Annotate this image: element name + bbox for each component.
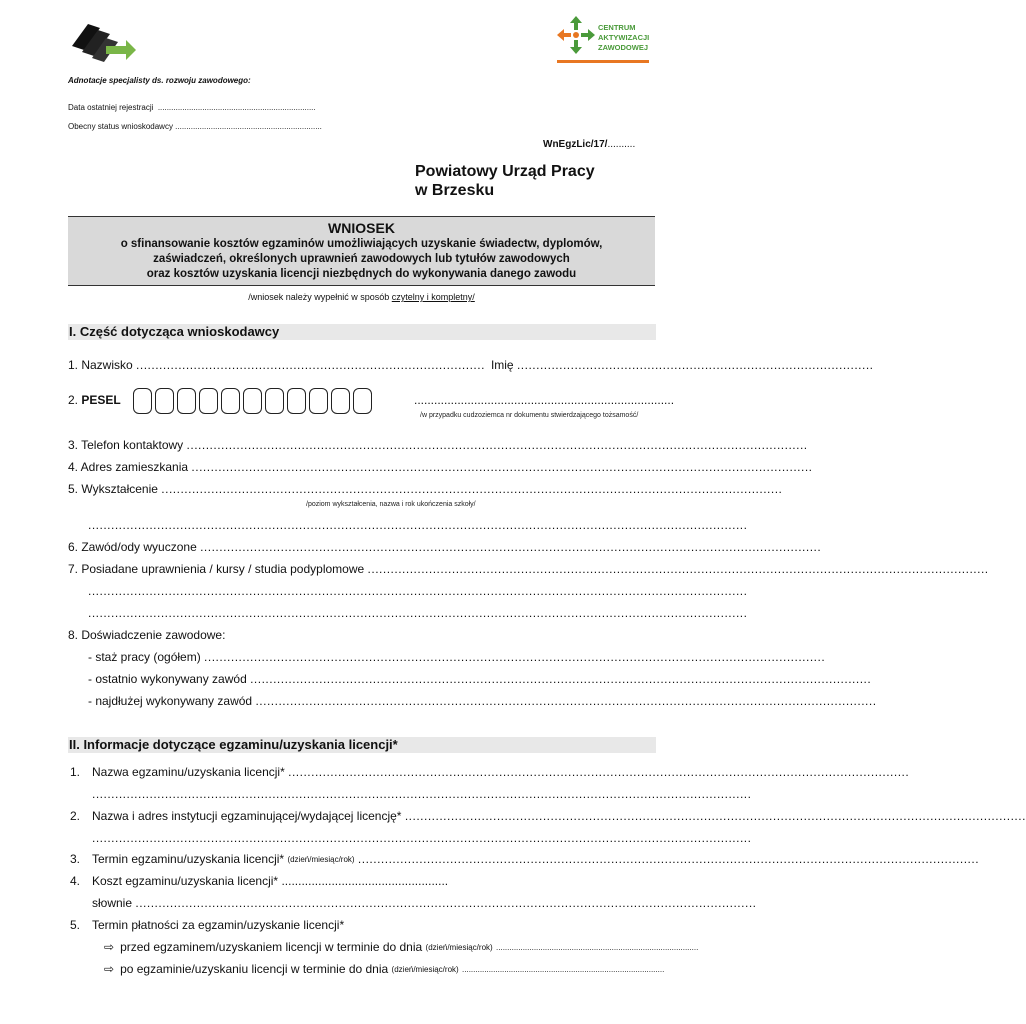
- payment-before-label: przed egzaminem/uzyskaniem licencji w terminie do dnia: [120, 940, 423, 954]
- item-number: 1.: [70, 765, 81, 779]
- qualifications-input[interactable]: ..................................................................................................................................................................: [367, 562, 989, 576]
- cau-name-line: ZAWODOWEJ: [598, 43, 648, 52]
- pesel-box[interactable]: [221, 388, 240, 414]
- payment-after-row[interactable]: [104, 962, 665, 978]
- item-number: 4.: [70, 874, 81, 888]
- id-document-input[interactable]: ..............................................................................: [414, 393, 675, 407]
- address-row[interactable]: [68, 460, 813, 474]
- exam-name-input[interactable]: ..................................................................................................................................................................: [288, 765, 910, 779]
- pesel-box[interactable]: [309, 388, 328, 414]
- pesel-label: [68, 393, 121, 407]
- exp-total-label: - staż pracy (ogółem): [88, 650, 201, 664]
- annotation-title: Adnotacje specjalisty ds. rozwoju zawodowego:: [68, 76, 251, 85]
- cau-name-line: CENTRUM: [598, 23, 636, 32]
- exp-total-row[interactable]: [88, 650, 826, 664]
- exam-name-input-line2[interactable]: ............................................................................................................................................................................: [92, 787, 752, 801]
- exam-cost-input[interactable]: ..................................................: [281, 874, 449, 888]
- institution-label: Nazwa i adres instytucji egzaminującej/wydającej licencję*: [92, 809, 402, 823]
- payment-after-hint: (dzień/miesiąc/rok): [391, 965, 459, 974]
- title-block: [68, 216, 655, 286]
- education-note: /poziom wykształcenia, nazwa i rok ukończenia szkoły/: [306, 501, 476, 508]
- institution-input-line2[interactable]: ............................................................................................................................................................................: [92, 831, 752, 845]
- qualifications-input-line2[interactable]: ............................................................................................................................................................................: [88, 584, 748, 598]
- address-input[interactable]: ..................................................................................................................................................................: [191, 460, 813, 474]
- item-number: 5.: [70, 918, 81, 932]
- pesel-box[interactable]: [133, 388, 152, 414]
- item-number: 2.: [70, 809, 81, 823]
- exp-longest-label: - najdłużej wykonywany zawód: [88, 694, 253, 708]
- doc-code: WnEgzLic/17/..........: [543, 139, 636, 150]
- education-input-line2[interactable]: ............................................................................................................................................................................: [88, 518, 748, 532]
- office-name: [415, 162, 595, 200]
- pesel-box[interactable]: [265, 388, 284, 414]
- item-number: 3.: [70, 852, 81, 866]
- education-row[interactable]: [68, 482, 783, 496]
- cau-logo: [556, 15, 656, 65]
- experience-label: 8. Doświadczenie zawodowe:: [68, 628, 226, 642]
- phone-label: 3. Telefon kontaktowy: [68, 438, 184, 452]
- payment-before-input[interactable]: ...........................................................................................: [496, 943, 699, 952]
- payment-before-hint: (dzień/miesiąc/rok): [425, 943, 493, 952]
- office-line1: Powiatowy Urząd Pracy: [415, 163, 595, 180]
- qualifications-input-line3[interactable]: ............................................................................................................................................................................: [88, 606, 748, 620]
- title-main: WNIOSEK: [328, 220, 395, 236]
- exp-total-input[interactable]: ..................................................................................................................................................................: [204, 650, 826, 664]
- name-input[interactable]: .............................................................................................: [516, 358, 874, 372]
- cost-words-input[interactable]: ..................................................................................................................................................................: [135, 896, 757, 910]
- reg-date-label: Data ostatniej rejestracji: [68, 103, 154, 112]
- phone-row[interactable]: [68, 438, 808, 452]
- surname-row[interactable]: [68, 358, 874, 372]
- payment-before-row[interactable]: [104, 940, 699, 956]
- exam-date-hint: (dzień/miesiąc/rok): [287, 855, 355, 864]
- exp-longest-row[interactable]: [88, 694, 877, 708]
- name-label: Imię: [490, 358, 514, 372]
- pesel-number: 2.: [68, 393, 82, 407]
- exam-cost-row[interactable]: [92, 874, 448, 888]
- surname-label: 1. Nazwisko: [68, 358, 133, 372]
- exp-last-label: - ostatnio wykonywany zawód: [88, 672, 247, 686]
- status-field[interactable]: Obecny status wnioskodawcy ..................................................................: [68, 122, 322, 131]
- pesel-note: /w przypadku cudzoziemca nr dokumentu stwierdzającego tożsamość/: [420, 412, 639, 419]
- address-label: 4. Adres zamieszkania: [68, 460, 189, 474]
- profession-label: 6. Zawód/ody wyuczone: [68, 540, 197, 554]
- surname-input[interactable]: ...........................................................................................: [136, 358, 485, 372]
- profession-row[interactable]: [68, 540, 822, 554]
- exam-cost-label: Koszt egzaminu/uzyskania licencji*: [92, 874, 279, 888]
- cost-words-label: słownie: [92, 896, 133, 910]
- office-line2: w Brzesku: [415, 182, 495, 199]
- pesel-box[interactable]: [177, 388, 196, 414]
- section2-heading: II. Informacje dotyczące egzaminu/uzyskania licencji*: [68, 737, 656, 753]
- exam-date-label: Termin egzaminu/uzyskania licencji*: [92, 852, 285, 866]
- fill-note-underlined: czytelny i kompletny/: [391, 292, 475, 302]
- reg-date-field[interactable]: Data ostatniej rejestracji .......................................................................: [68, 103, 316, 112]
- exam-name-row[interactable]: [92, 765, 910, 779]
- exam-date-input[interactable]: ..................................................................................................................................................................: [357, 852, 980, 866]
- pesel-box[interactable]: [331, 388, 350, 414]
- qualifications-row[interactable]: [68, 562, 989, 576]
- pesel-boxes[interactable]: [133, 388, 375, 419]
- exp-longest-input[interactable]: ..................................................................................................................................................................: [255, 694, 877, 708]
- exam-date-row[interactable]: [92, 852, 980, 868]
- pesel-box[interactable]: [287, 388, 306, 414]
- section1-heading: I. Część dotycząca wnioskodawcy: [68, 324, 656, 340]
- pesel-box[interactable]: [353, 388, 372, 414]
- payment-after-label: po egzaminie/uzyskaniu licencji w terminie do dnia: [120, 962, 389, 976]
- pesel-label-text: PESEL: [81, 393, 121, 407]
- title-line1: o sfinansowanie kosztów egzaminów umożliwiających uzyskanie świadectw, dyplomów,: [120, 238, 603, 250]
- qualifications-label: 7. Posiadane uprawnienia / kursy / studia podyplomowe: [68, 562, 365, 576]
- fill-note-prefix: /wniosek należy wypełnić w sposób: [248, 292, 392, 302]
- profession-input[interactable]: ..................................................................................................................................................................: [200, 540, 822, 554]
- institution-input[interactable]: ..................................................................................................................................................................: [404, 809, 1026, 823]
- exp-last-input[interactable]: ..................................................................................................................................................................: [250, 672, 872, 686]
- exp-last-row[interactable]: [88, 672, 872, 686]
- pesel-box[interactable]: [199, 388, 218, 414]
- phone-input[interactable]: ..................................................................................................................................................................: [186, 438, 808, 452]
- status-label: Obecny status wnioskodawcy: [68, 122, 173, 131]
- pesel-box[interactable]: [243, 388, 262, 414]
- payment-after-input[interactable]: ...........................................................................................: [462, 965, 665, 974]
- doc-code-text: WnEgzLic/17/: [543, 139, 608, 150]
- cau-name-line: AKTYWIZACJI: [598, 33, 650, 42]
- payment-term-label: Termin płatności za egzamin/uzyskanie licencji*: [92, 918, 345, 932]
- cost-words-row[interactable]: [92, 896, 757, 910]
- exam-name-label: Nazwa egzaminu/uzyskania licencji*: [92, 765, 285, 779]
- arrow-right-icon: ⇨: [104, 962, 115, 976]
- education-input[interactable]: ..................................................................................................................................................................: [161, 482, 783, 496]
- pesel-box[interactable]: [155, 388, 174, 414]
- cau-underline: [557, 60, 649, 63]
- pup-logo: [70, 20, 138, 64]
- title-line3: oraz kosztów uzyskania licencji niezbędnych do wykonywania danego zawodu: [146, 268, 577, 280]
- institution-row[interactable]: [92, 809, 1026, 823]
- fill-note: [68, 292, 655, 302]
- title-line2: zaświadczeń, określonych uprawnień zawodowych lub tytułów zawodowych: [153, 253, 570, 265]
- arrow-right-icon: ⇨: [104, 940, 115, 954]
- education-label: 5. Wykształcenie: [68, 482, 158, 496]
